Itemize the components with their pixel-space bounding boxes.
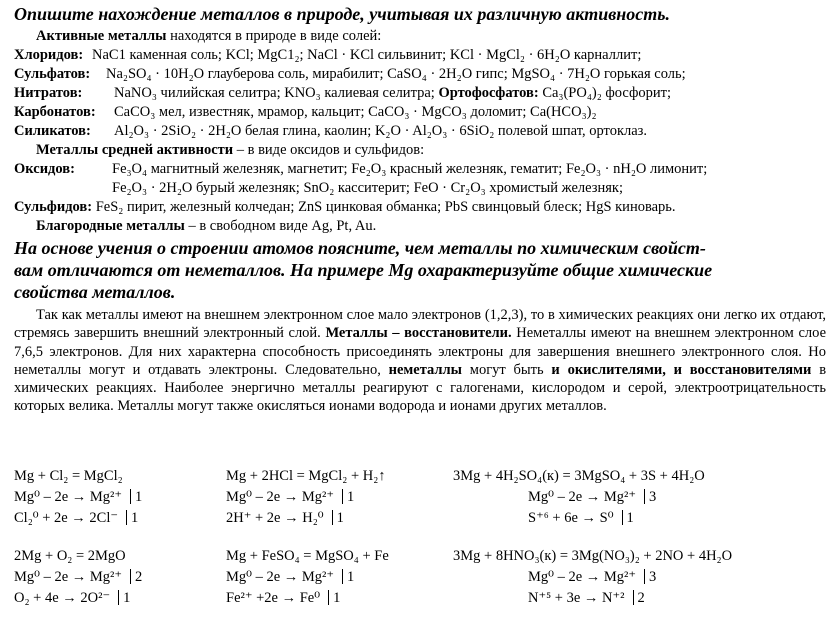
reaction-3-coef-1: 3: [649, 489, 657, 505]
reaction-6-coef-2: 2: [637, 590, 645, 606]
chlorides-row: [14, 46, 641, 64]
balance-bar: [342, 489, 343, 504]
reaction-4-coef-1: 2: [135, 569, 143, 585]
question-2-title-line-3: свойства металлов.: [14, 282, 176, 302]
question-2-title-line-1: На основе учения о строении атомов поясните, чем металлы по химическим свойст-: [14, 238, 706, 258]
question-2-title-line-2: вам отличаются от неметаллов. На примере Mg охарактеризуйте общие химические: [14, 260, 713, 280]
explanation-paragraph: [14, 306, 826, 416]
reaction-1-half-1: [14, 488, 142, 506]
reaction-3-half-2-text: S⁺⁶ + 6e → S⁰: [528, 510, 614, 526]
explanation-part-4: в химических реакциях. Наиболее энергично металлы реагируют с галогенами, кислородом и серой, электроотрицательность которых велика. Металлы могут также окисляться ионами водорода и ионами других металлов.: [14, 361, 827, 415]
active-metals-header: Активные металлы: [36, 28, 167, 44]
medium-metals-tail: – в виде оксидов и сульфидов:: [233, 142, 425, 158]
reaction-2-equation: Mg + 2HCl = MgCl₂ + H₂↑: [226, 468, 386, 484]
reaction-1-equation: Mg + Cl₂ = MgCl₂: [14, 468, 123, 484]
reaction-5-half-2-text: Fe²⁺ +2e → Fe⁰: [226, 590, 321, 606]
explanation-bold-2: неметаллы: [388, 361, 462, 378]
sulfates-row: [14, 65, 686, 83]
silicates-text: Al₂O₃ · 2SiO₂ · 2H₂O белая глина, каолин; K₂O · Al₂O₃ · 6SiO₂ полевой шпат, ортоклаз.: [114, 123, 648, 139]
explanation-part-3: могут быть: [469, 361, 544, 378]
silicates-row: [14, 122, 647, 140]
reaction-5-half-1-text: Mg⁰ – 2e → Mg²⁺: [226, 569, 335, 585]
balance-bar: [633, 590, 634, 605]
reaction-6-equation: 3Mg + 8HNO₃(к) = 3Mg(NO₃)₂ + 2NO + 4H₂O: [453, 548, 733, 564]
reaction-5-half-1: [226, 568, 354, 586]
reaction-3-equation: 3Mg + 4H₂SO₄(к) = 3MgSO₄ + 3S + 4H₂O: [453, 468, 705, 484]
chlorides-label: Хлоридов:: [14, 47, 84, 63]
noble-metals-line: [36, 217, 376, 235]
balance-bar: [622, 510, 623, 525]
balance-bar: [130, 489, 131, 504]
carbonates-label: Карбонатов:: [14, 104, 96, 120]
reaction-2-half-1-text: Mg⁰ – 2e → Mg²⁺: [226, 489, 335, 505]
medium-metals-header: Металлы средней активности: [36, 142, 234, 158]
reaction-1-half-2: [14, 509, 138, 527]
reaction-2-half-1: [226, 488, 354, 506]
reaction-1-coef-1: 1: [135, 489, 143, 505]
carbonates-text: CaCO₃ мел, известняк, мрамор, кальцит; CaCO₃ · MgCO₃ доломит; Ca(HCO₃)₂: [114, 104, 597, 120]
sulfates-text: Na₂SO₄ · 10H₂O глауберова соль, мирабилит; CaSO₄ · 2H₂O гипс; MgSO₄ · 7H₂O горькая соль;: [106, 66, 686, 82]
nitrates-label: Нитратов:: [14, 85, 83, 101]
carbonates-row: [14, 103, 597, 121]
noble-metals-tail: – в свободном виде Ag, Pt, Au.: [184, 218, 377, 234]
sulfides-row: [14, 198, 676, 216]
balance-bar: [130, 569, 131, 584]
balance-bar: [644, 569, 645, 584]
reaction-6-half-2: [528, 589, 645, 607]
reaction-3-half-2: [528, 509, 634, 527]
silicates-label: Силикатов:: [14, 123, 91, 139]
question-1-title: Опишите нахождение металлов в природе, учитывая их различную активность.: [14, 4, 670, 24]
reaction-4-coef-2: 1: [123, 590, 131, 606]
reaction-1-coef-2: 1: [131, 510, 139, 526]
balance-bar: [342, 569, 343, 584]
explanation-bold-1: Металлы – восстановители.: [325, 325, 512, 342]
nitrates-row: [14, 84, 671, 102]
reaction-6-half-1: [528, 568, 656, 586]
sulfides-label: Сульфидов:: [14, 199, 93, 215]
balance-bar: [118, 590, 119, 605]
reaction-6-half-1-text: Mg⁰ – 2e → Mg²⁺: [528, 569, 637, 585]
balance-bar: [644, 489, 645, 504]
reaction-4-half-1: [14, 568, 142, 586]
medium-metals-line: [36, 141, 424, 159]
reaction-1-half-2-text: Cl₂⁰ + 2e → 2Cl⁻: [14, 510, 119, 526]
reaction-2-half-2-text: 2H⁺ + 2e → H₂⁰: [226, 510, 324, 526]
reaction-6-coef-1: 3: [649, 569, 657, 585]
sulfides-text: FeS₂ пирит, железный колчедан; ZnS цинковая обманка; PbS свинцовый блеск; HgS киноварь.: [95, 199, 676, 215]
oxides-label: Оксидов:: [14, 161, 75, 177]
reaction-4-equation: 2Mg + O₂ = 2MgO: [14, 548, 126, 564]
active-metals-tail: находятся в природе в виде солей:: [166, 28, 382, 44]
explanation-part-1: Так как металлы имеют на внешнем электронном слое мало электронов (1,2,3), то в химических реакциях они легко их отдают, стремясь завершить внешний электронный слой.: [14, 307, 826, 342]
reaction-5-coef-1: 1: [347, 569, 355, 585]
phosphates-label: Ортофосфатов:: [438, 85, 539, 101]
reaction-6-half-2-text: N⁺⁵ + 3e → N⁺²: [528, 590, 625, 606]
reaction-2-coef-1: 1: [347, 489, 355, 505]
oxides-text-2: Fe₂O₃ · 2H₂O бурый железняк; SnO₂ касситерит; FeO · Cr₂O₃ хромистый железняк;: [112, 180, 623, 196]
reaction-5-half-2: [226, 589, 340, 607]
nitrates-text: NaNO₃ чилийская селитра; KNO₃ калиевая селитра;: [114, 85, 435, 101]
reaction-5-coef-2: 1: [333, 590, 341, 606]
oxides-text-1: Fe₃O₄ магнитный железняк, магнетит; Fe₂O₃ красный железняк, гематит; Fe₂O₃ · nH₂O лимонит;: [112, 161, 708, 177]
explanation-part-2: Неметаллы имеют на внешнем электронном слое 7,6,5 электронов. Для них характерна способность присоединять электроны для завершения внешнего электронного слоя. Но неметаллы могут и отдавать электроны. Следовательно,: [14, 325, 827, 378]
reaction-4-half-1-text: Mg⁰ – 2e → Mg²⁺: [14, 569, 123, 585]
balance-bar: [328, 590, 329, 605]
active-metals-line: [36, 27, 381, 45]
reaction-1-half-1-text: Mg⁰ – 2e → Mg²⁺: [14, 489, 123, 505]
explanation-bold-3: и окислителями, и восстановителями: [551, 361, 812, 378]
reaction-4-half-2: [14, 589, 130, 607]
sulfates-label: Сульфатов:: [14, 66, 91, 82]
reaction-4-half-2-text: O₂ + 4e → 2O²⁻: [14, 590, 111, 606]
balance-bar: [126, 510, 127, 525]
reaction-3-half-1-text: Mg⁰ – 2e → Mg²⁺: [528, 489, 637, 505]
phosphates-text: Ca₃(PO₄)₂ фосфорит;: [542, 85, 672, 101]
reaction-3-coef-2: 1: [626, 510, 634, 526]
reaction-2-coef-2: 1: [336, 510, 344, 526]
oxides-row: [14, 160, 707, 178]
noble-metals-header: Благородные металлы: [36, 218, 185, 234]
reaction-5-equation: Mg + FeSO₄ = MgSO₄ + Fe: [226, 548, 389, 564]
chlorides-text: NaC1 каменная соль; KCl; MgC1₂; NaCl · KCl сильвинит; KCl · MgCl₂ · 6H₂O карналлит;: [92, 47, 642, 63]
reaction-2-half-2: [226, 509, 344, 527]
reaction-3-half-1: [528, 488, 656, 506]
balance-bar: [332, 510, 333, 525]
